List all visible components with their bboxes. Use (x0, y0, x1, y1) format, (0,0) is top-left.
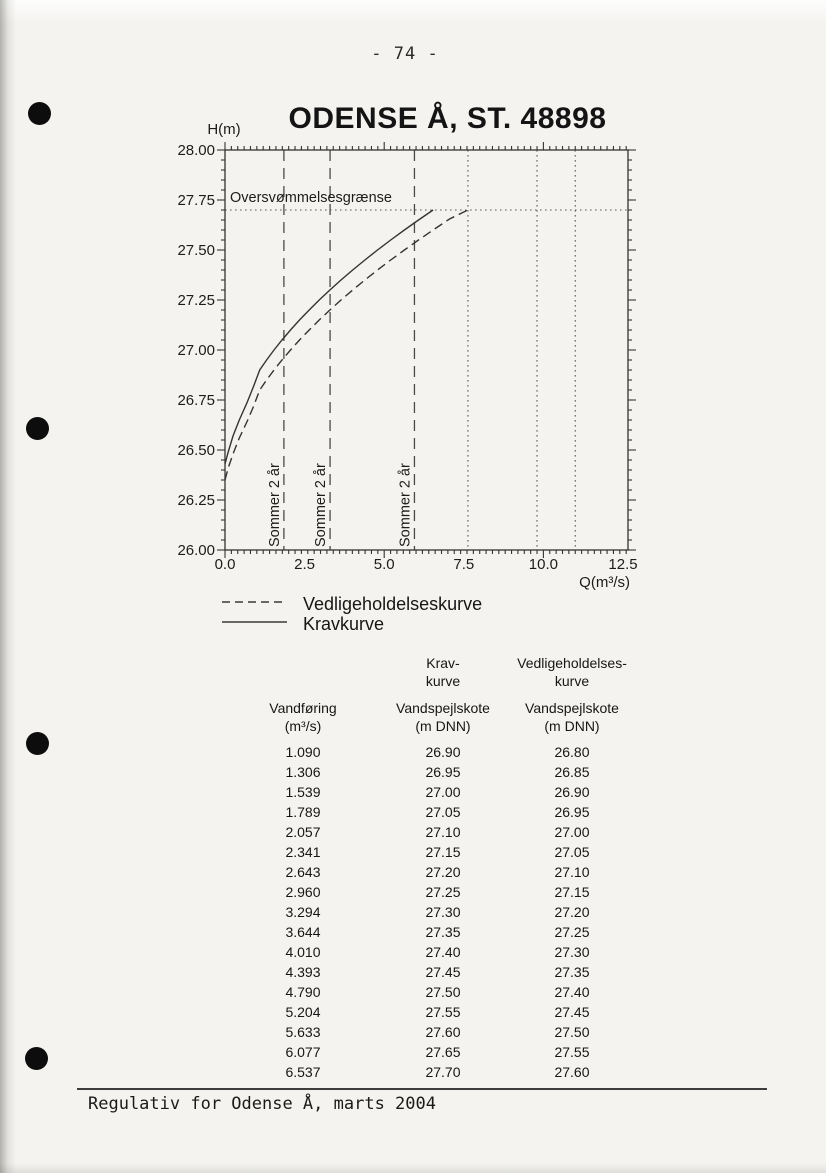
scan-edge-bottom (0, 1163, 826, 1173)
table-row (0, 844, 826, 864)
table-cell: 4.393 (285, 964, 321, 980)
table-cell: 2.341 (285, 844, 321, 860)
table-cell: 4.790 (285, 984, 321, 1000)
table-cell: 27.05 (425, 804, 461, 820)
table-cell: 27.25 (554, 924, 590, 940)
table-row (0, 824, 826, 844)
table-cell: 5.204 (285, 1004, 321, 1020)
x-axis-label: Q(m³/s) (579, 574, 630, 591)
table-cell: 6.537 (285, 1064, 321, 1080)
table-cell: 3.644 (285, 924, 321, 940)
table-cell: 27.60 (554, 1064, 590, 1080)
x-tick-label: 2.5 (294, 556, 316, 573)
y-tick-label: 26.00 (177, 542, 215, 559)
x-tick-label: 12.5 (608, 556, 638, 573)
table-cell: 27.45 (425, 964, 461, 980)
table-row (0, 1004, 826, 1024)
footer-text: Regulativ for Odense Å, marts 2004 (88, 1094, 436, 1114)
table-group-header-kravkurve: Krav- kurve (425, 655, 461, 689)
table-row (0, 984, 826, 1004)
table-row (0, 964, 826, 984)
y-tick-label: 27.25 (177, 292, 215, 309)
y-tick-label: 26.25 (177, 492, 215, 509)
table-cell: 2.643 (285, 864, 321, 880)
vedligeholdelseskurve-curve (225, 210, 468, 480)
plot-frame (225, 150, 628, 550)
table-cell: 4.010 (285, 944, 321, 960)
table-cell: 1.306 (285, 764, 321, 780)
y-tick-label: 27.00 (177, 342, 215, 359)
table-row (0, 784, 826, 804)
x-tick-label: 10.0 (528, 556, 559, 573)
table-cell: 1.789 (285, 804, 321, 820)
sommer-2-aar-label: Sommer 2 år (266, 463, 283, 547)
table-cell: 2.057 (285, 824, 321, 840)
table-cell: 27.15 (425, 844, 461, 860)
table-cell: 26.90 (425, 744, 461, 760)
x-tick-label: 0.0 (214, 556, 236, 573)
scan-edge-top (0, 0, 826, 24)
table-cell: 26.90 (554, 784, 590, 800)
y-tick-label: 27.50 (177, 242, 215, 259)
table-cell: 27.40 (554, 984, 590, 1000)
flood-limit-label: Oversvømmelsesgrænse (230, 190, 392, 206)
table-cell: 27.35 (425, 924, 461, 940)
table-cell: 27.05 (554, 844, 590, 860)
legend-label-kravkurve: Kravkurve (303, 614, 385, 634)
table-cell: 27.10 (554, 864, 590, 880)
table-cell: 3.294 (285, 904, 321, 920)
table-row (0, 924, 826, 944)
table-cell: 27.30 (554, 944, 590, 960)
table-row (0, 884, 826, 904)
y-tick-label: 26.50 (177, 442, 215, 459)
table-row (0, 944, 826, 964)
rating-table-body (0, 744, 826, 1084)
x-tick-label: 5.0 (373, 556, 395, 573)
table-row (0, 744, 826, 764)
sommer-2-aar-label: Sommer 2 år (313, 463, 330, 547)
table-cell: 26.85 (554, 764, 590, 780)
table-cell: 6.077 (285, 1044, 321, 1060)
y-tick-label: 28.00 (177, 142, 215, 159)
footer-rule (77, 1088, 767, 1090)
table-row (0, 1044, 826, 1064)
table-cell: 2.960 (285, 884, 321, 900)
table-cell: 27.55 (554, 1044, 590, 1060)
table-cell: 27.25 (425, 884, 461, 900)
y-tick-label: 27.75 (177, 192, 215, 209)
table-row (0, 864, 826, 884)
hole-punch-mark (26, 417, 49, 440)
table-cell: 5.633 (285, 1024, 321, 1040)
kravkurve-curve (225, 210, 433, 464)
y-tick-label: 26.75 (177, 392, 215, 409)
table-cell: 27.00 (425, 784, 461, 800)
sommer-2-aar-label: Sommer 2 år (397, 463, 414, 547)
hole-punch-mark (28, 102, 51, 125)
table-row (0, 1024, 826, 1044)
table-cell: 26.95 (554, 804, 590, 820)
table-cell: 1.539 (285, 784, 321, 800)
table-cell: 27.20 (554, 904, 590, 920)
table-cell: 27.20 (425, 864, 461, 880)
table-cell: 27.50 (554, 1024, 590, 1040)
page-number: - 74 - (371, 44, 439, 64)
y-axis-label: H(m) (207, 121, 241, 138)
table-row (0, 764, 826, 784)
table-cell: 26.95 (425, 764, 461, 780)
table-cell: 27.65 (425, 1044, 461, 1060)
table-cell: 27.50 (425, 984, 461, 1000)
table-cell: 26.80 (554, 744, 590, 760)
table-cell: 27.60 (425, 1024, 461, 1040)
table-group-header-vedligeholdelseskurve: Vedligeholdelses- kurve (517, 655, 627, 689)
table-column-header-vedligeholdelses-kote: Vandspejlskote (m DNN) (525, 700, 619, 734)
table-cell: 27.00 (554, 824, 590, 840)
table-cell: 27.15 (554, 884, 590, 900)
table-cell: 1.090 (285, 744, 321, 760)
legend-label-vedligeholdelseskurve: Vedligeholdelseskurve (303, 594, 483, 614)
table-cell: 27.30 (425, 904, 461, 920)
table-cell: 27.10 (425, 824, 461, 840)
table-row (0, 1064, 826, 1084)
table-cell: 27.45 (554, 1004, 590, 1020)
x-tick-label: 7.5 (453, 556, 475, 573)
table-cell: 27.70 (425, 1064, 461, 1080)
table-cell: 27.40 (425, 944, 461, 960)
chart-title: ODENSE Å, ST. 48898 (288, 102, 607, 135)
table-cell: 27.55 (425, 1004, 461, 1020)
table-column-header-vandfoering: Vandføring (m³/s) (269, 700, 337, 734)
table-cell: 27.35 (554, 964, 590, 980)
table-row (0, 904, 826, 924)
table-column-header-kravkurve-kote: Vandspejlskote (m DNN) (396, 700, 490, 734)
table-row (0, 804, 826, 824)
